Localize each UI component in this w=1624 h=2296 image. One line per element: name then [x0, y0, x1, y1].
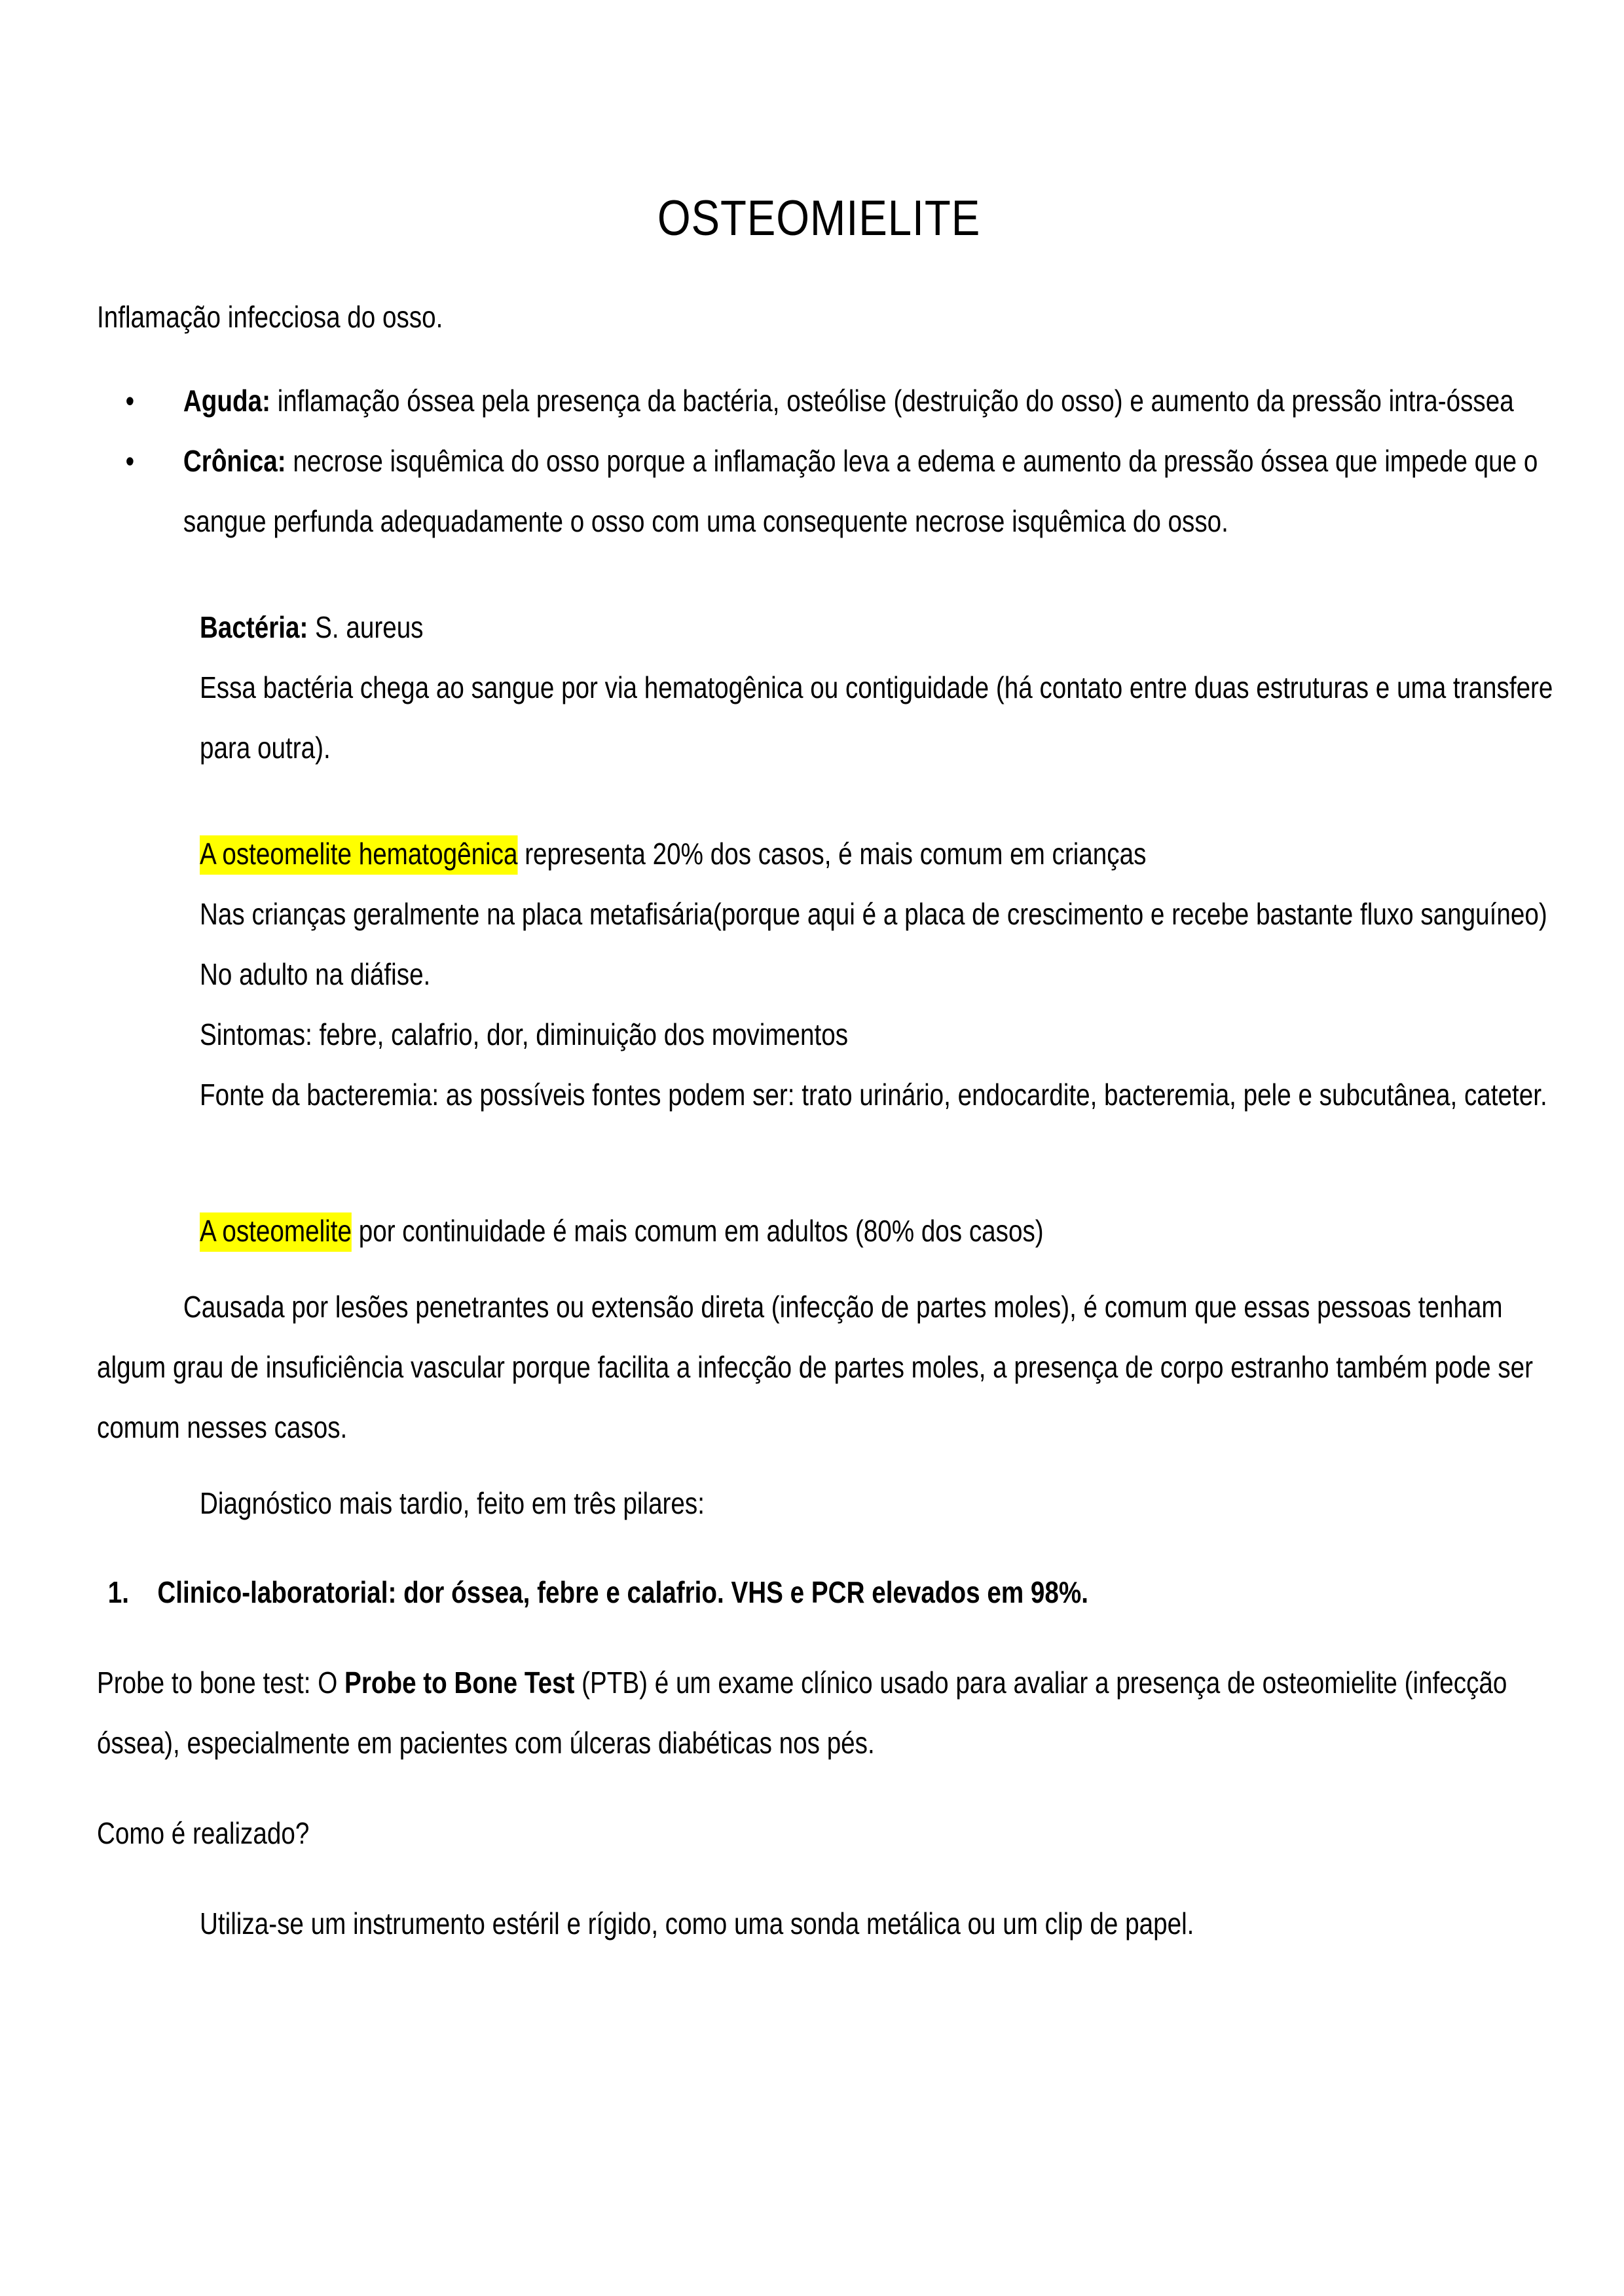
list-item — [97, 431, 1624, 551]
document-body — [97, 0, 1553, 1954]
diagnosis-pillar-list — [97, 1562, 1541, 1622]
hematogenic-symptoms: Sintomas: febre, calafrio, dor, diminuição dos movimentos — [200, 1017, 849, 1051]
bacteria-value: S. aureus — [308, 610, 424, 644]
highlight-hematogenic: A osteomelite hematogênica — [200, 835, 517, 875]
contiguity-heading — [200, 1201, 1558, 1261]
highlight-contiguity: A osteomelite — [200, 1212, 352, 1252]
spacer — [97, 1863, 1541, 1893]
spacer — [97, 1457, 1541, 1473]
hematogenic-rest: representa 20% dos casos, é mais comum em crianças — [517, 837, 1147, 871]
bacteria-line — [200, 597, 1558, 657]
spacer — [97, 778, 1541, 824]
probe-answer: Utiliza-se um instrumento estéril e rígido, como uma sonda metálica ou um clip de papel. — [200, 1906, 1194, 1941]
bacteria-route-paragraph: Essa bactéria chega ao sangue por via hematogênica ou contiguidade (há contato entre duas estruturas e uma transfere para outra). — [200, 670, 1553, 765]
list-item — [97, 371, 1624, 431]
bullet-text-cronica: necrose isquêmica do osso porque a inflamação leva a edema e aumento da pressão óssea que impede que o sangue perfunda adequadamente o osso com uma consequente necrose isquêmica do osso. — [183, 444, 1538, 538]
bullet-text-aguda: inflamação óssea pela presença da bactéria, osteólise (destruição do osso) e aumento da pressão intra-óssea — [270, 384, 1514, 418]
probe-prefix: Probe to bone test: O — [97, 1666, 345, 1700]
intro-paragraph: Inflamação infecciosa do osso. — [97, 300, 443, 334]
hematogenic-heading — [200, 824, 1558, 884]
spacer — [97, 551, 1541, 597]
spacer — [97, 1622, 1541, 1652]
spacer — [97, 1171, 1541, 1201]
bullet-term-cronica: Crônica: — [183, 444, 286, 478]
spacer — [97, 1261, 1541, 1277]
page-title: OSTEOMIELITE — [657, 191, 981, 246]
contiguity-rest: por continuidade é mais comum em adultos (80% dos casos) — [351, 1214, 1044, 1248]
list-item: Clinico-laboratorial: dor óssea, febre e calafrio. VHS e PCR elevados em 98%. — [157, 1575, 1088, 1609]
spacer — [97, 1125, 1541, 1171]
hematogenic-adult: No adulto na diáfise. — [200, 957, 431, 991]
probe-question: Como é realizado? — [97, 1816, 310, 1850]
probe-bold-term: Probe to Bone Test — [344, 1666, 575, 1700]
diagnosis-lead: Diagnóstico mais tardio, feito em três pilares: — [200, 1486, 705, 1520]
hematogenic-children: Nas crianças geralmente na placa metafisária(porque aqui é a placa de crescimento e recebe bastante fluxo sanguíneo) — [200, 897, 1547, 931]
bullet-term-aguda: Aguda: — [183, 384, 270, 418]
spacer — [97, 1773, 1541, 1803]
bacteria-label: Bactéria: — [200, 610, 308, 644]
probe-suffix: (PTB) é um exame clínico usado para avaliar a presença de osteomielite (infecção óssea), especialmente em pacientes com úlceras diabéticas nos pés. — [97, 1666, 1507, 1760]
hematogenic-source: Fonte da bacteremia: as possíveis fontes podem ser: trato urinário, endocardite, bacteremia, pele e subcutânea, cateter. — [200, 1078, 1547, 1112]
probe-paragraph — [97, 1652, 1540, 1773]
contiguity-paragraph: Causada por lesões penetrantes ou extensão direta (infecção de partes moles), é comum que essas pessoas tenham algum grau de insuficiência vascular porque facilita a infecção de partes moles, a presença de corpo estranho também pode ser comum nesses casos. — [97, 1290, 1533, 1444]
definition-bullet-list — [97, 371, 1541, 551]
